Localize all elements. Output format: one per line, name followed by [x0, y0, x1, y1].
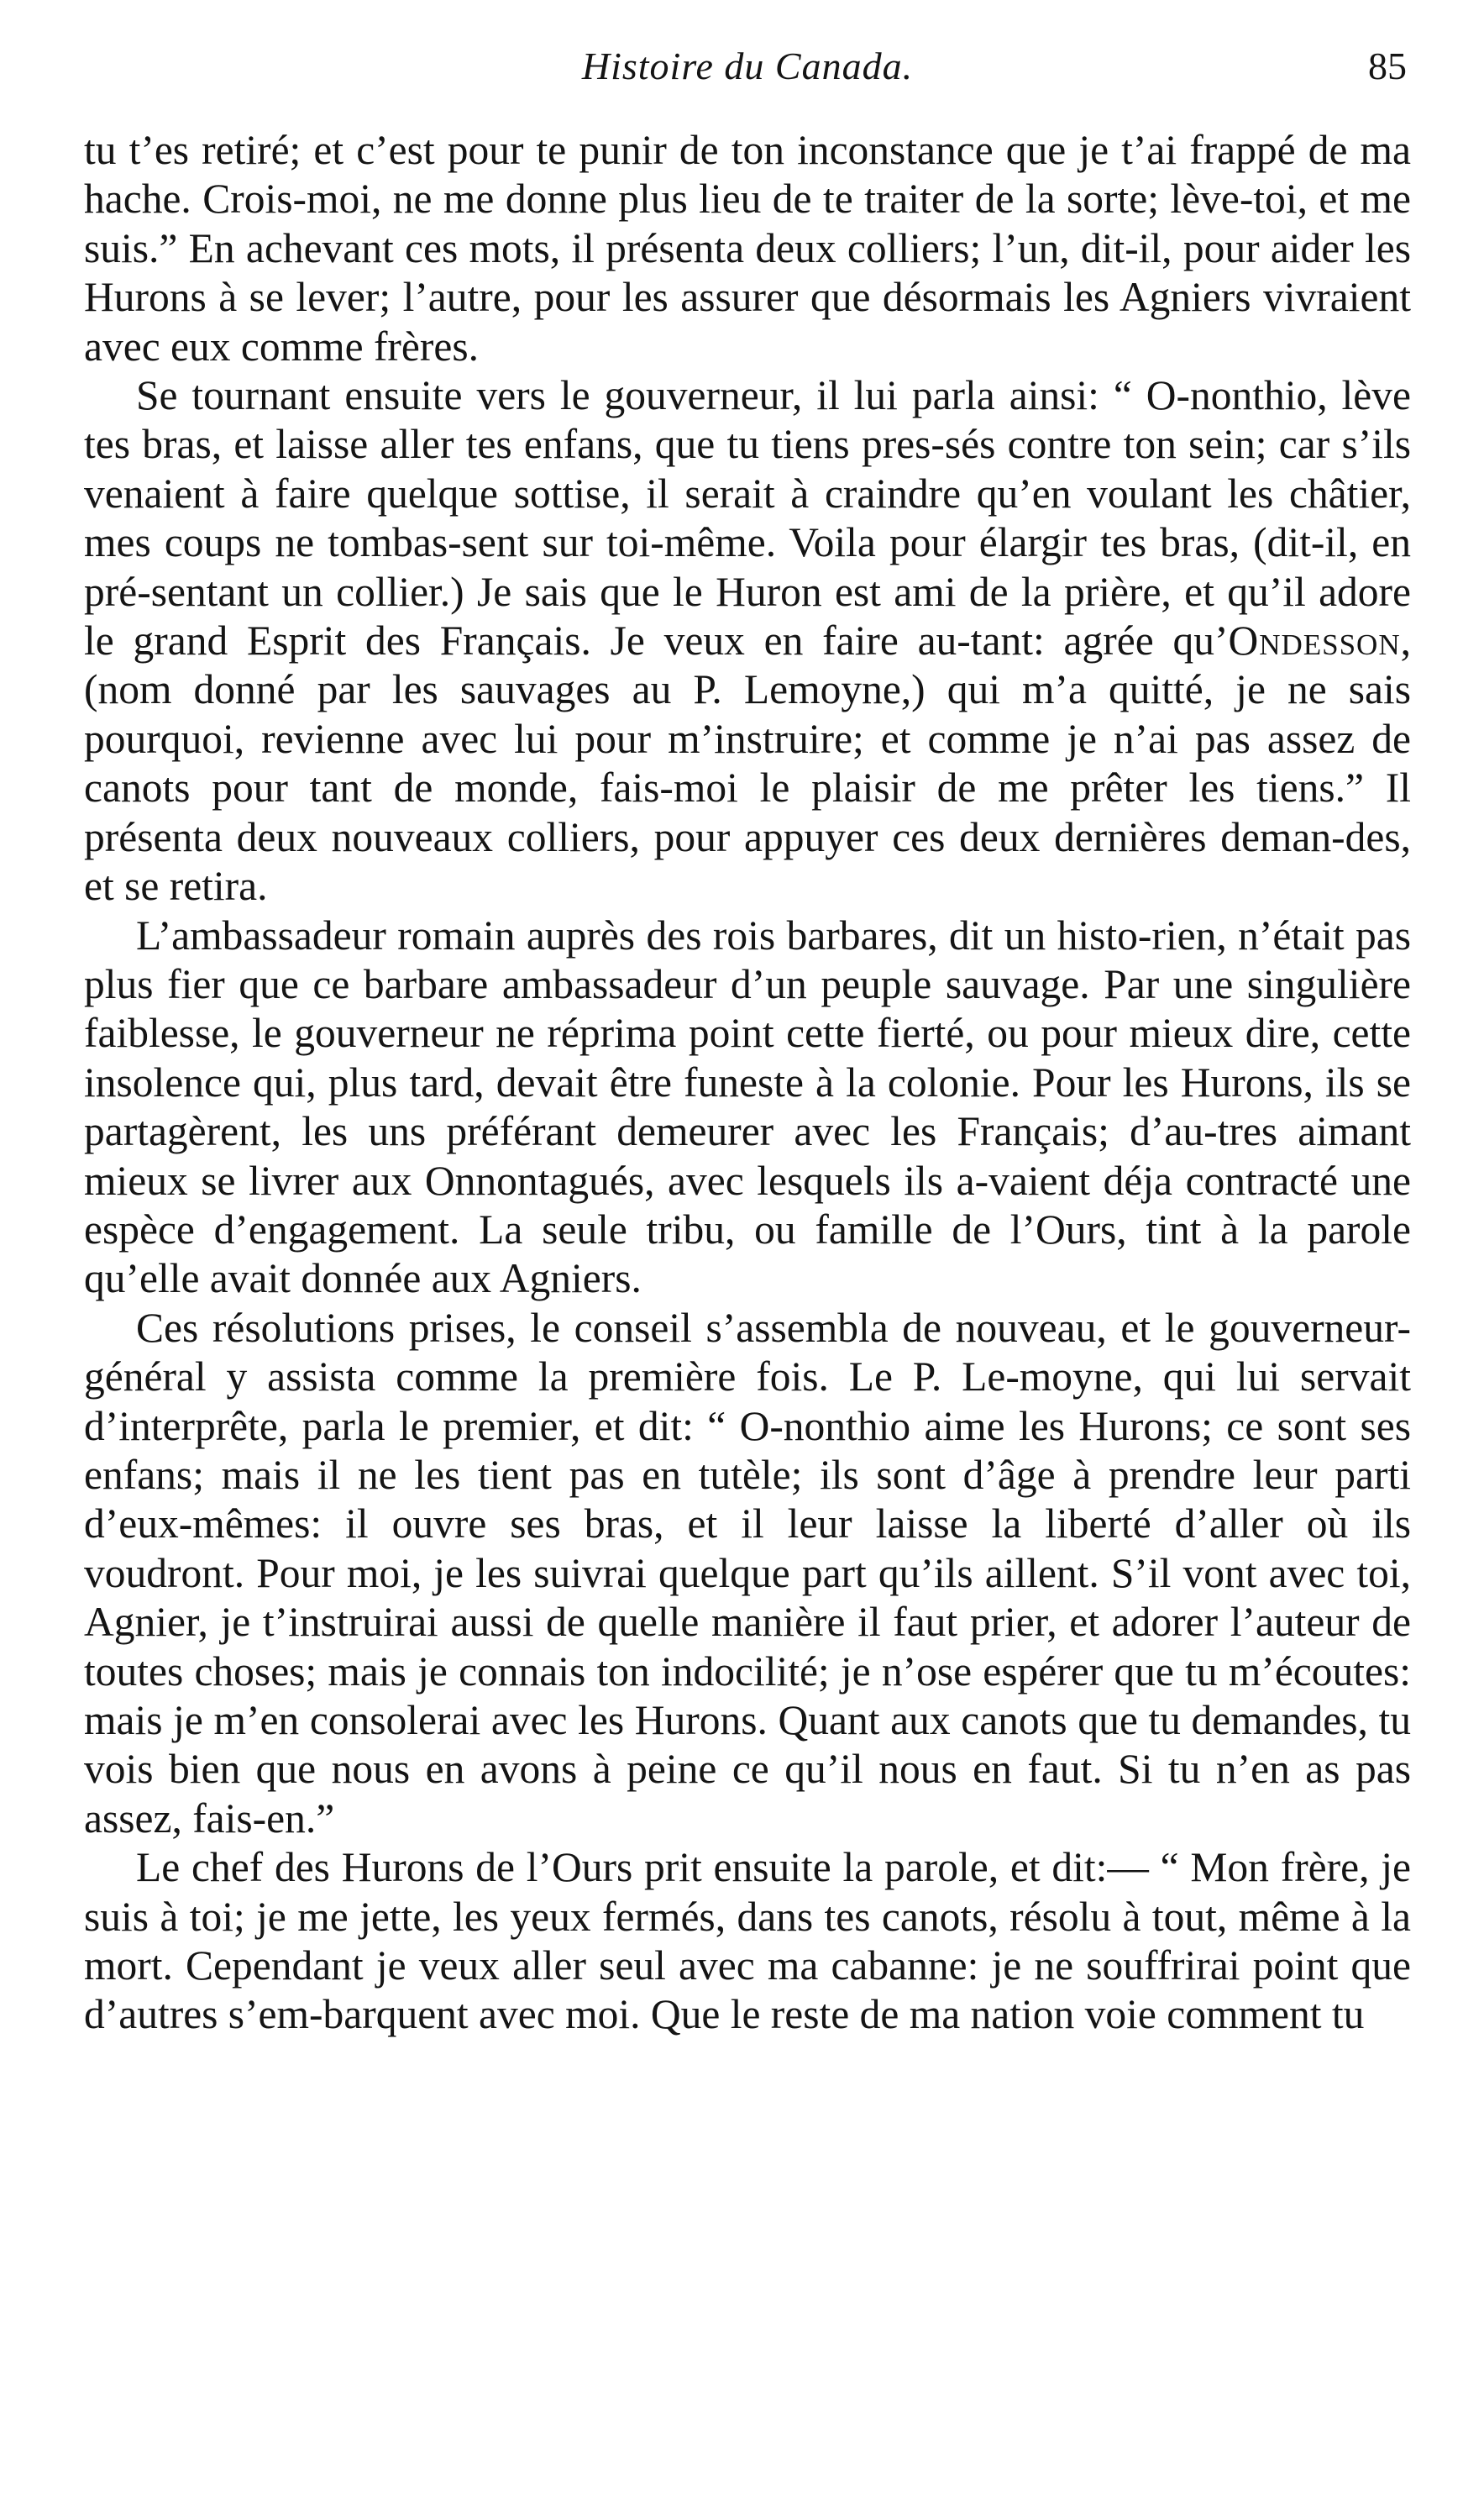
paragraph-ambassador	[84, 912, 1411, 1304]
paragraph-council	[84, 1304, 1411, 1843]
paragraph-text: , (nom donné par les sauvages au P. Lemoyne,) qui m’a quitté, je ne sais pourquoi, revienne avec lui pour m’instruire; et comme je n’ai pas assez de canots pour tant de monde, fais-moi le plaisir de me prêter les tiens.” Il présenta deux nouveaux colliers, pour appuyer ces deux dernières deman-des, et se retira.	[84, 617, 1411, 910]
body-text	[84, 126, 1411, 2040]
paragraph-continued	[84, 126, 1411, 371]
paragraph-text: Ces résolutions prises, le conseil s’assembla de nouveau, et le gouverneur-général y assista comme la première fois. Le P. Le-moyne, qui lui servait d’interprête, parla le premier, et dit: “ O-nonthio aime les Hurons; ce sont ses enfans; mais il ne les tient pas en tutèle; ils sont d’âge à prendre leur parti d’eux-mêmes: il ouvre ses bras, et il leur laisse la liberté d’aller où ils voudront. Pour moi, je les suivrai quelque part qu’ils aillent. S’il vont avec toi, Agnier, je t’instruirai aussi de quelle manière il faut prier, et adorer l’auteur de toutes choses; mais je connais ton indocilité; je n’ose espérer que tu m’écoutes: mais je m’en consolerai avec les Hurons. Quant aux canots que tu demandes, tu vois bien que nous en avons à peine ce qu’il nous en faut. Si tu n’en as pas assez, fais-en.”	[84, 1304, 1411, 1842]
running-title: Histoire du Canada.	[581, 45, 914, 87]
paragraph-text: tu t’es retiré; et c’est pour te punir de ton inconstance que je t’ai frappé de ma hache. Crois-moi, ne me donne plus lieu de te traiter de la sorte; lève-toi, et me suis.” En achevant ces mots, il présenta deux colliers; l’un, dit-il, pour aider les Hurons à se lever; l’autre, pour les assurer que désormais les Agniers vivraient avec eux comme frères.	[84, 127, 1411, 370]
paragraph-iroquois-speech	[84, 371, 1411, 911]
paragraph-text: L’ambassadeur romain auprès des rois barbares, dit un histo-rien, n’était pas plus fier que ce barbare ambassadeur d’un peuple sauvage. Par une singulière faiblesse, le gouverneur ne réprima point cette fierté, ou pour mieux dire, cette insolence qui, plus tard, devait être funeste à la colonie. Pour les Hurons, ils se partagèrent, les uns préférant demeurer avec les Français; d’au-tres aimant mieux se livrer aux Onnontagués, avec lesquels ils a-vaient déja contracté une espèce d’engagement. La seule tribu, ou famille de l’Ours, tint à la parole qu’elle avait donnée aux Agniers.	[84, 912, 1411, 1302]
small-caps-name: Ondesson	[1228, 617, 1401, 665]
paragraph-text: Se tournant ensuite vers le gouverneur, il lui parla ainsi: “ O-nonthio, lève tes bras, et laisse aller tes enfans, que tu tiens pres-sés contre ton sein; car s’ils venaient à faire quelque sottise, il serait à craindre qu’en voulant les châtier, mes coups ne tombas-sent sur toi-même. Voila pour élargir tes bras, (dit-il, en pré-sentant un collier.) Je sais que le Huron est ami de la prière, et qu’il adore le grand Esprit des Français. Je veux en faire au-tant: agrée qu’	[84, 372, 1411, 665]
running-head	[88, 44, 1407, 97]
paragraph-text: Le chef des Hurons de l’Ours prit ensuite la parole, et dit:— “ Mon frère, je suis à toi; je me jette, les yeux fermés, dans tes canots, résolu à tout, même à la mort. Cependant je veux aller seul avec ma cabanne: je ne souffrirai point que d’autres s’em-barquent avec moi. Que le reste de ma nation voie comment tu	[84, 1844, 1411, 2038]
paragraph-huron-chief	[84, 1843, 1411, 2040]
page-number: 85	[1368, 45, 1407, 87]
